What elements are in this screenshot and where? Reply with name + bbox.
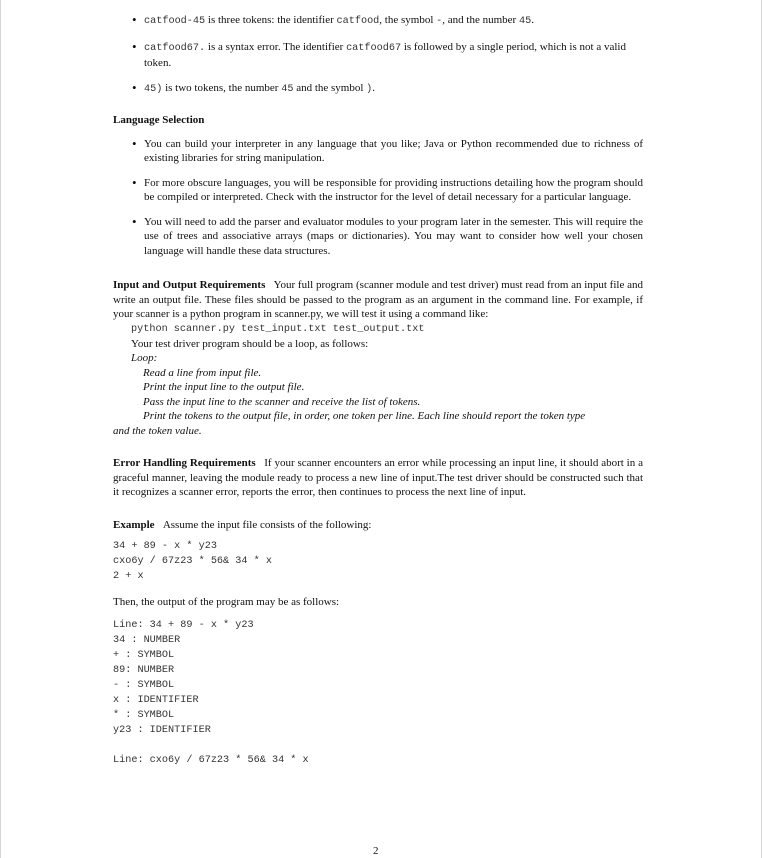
- example-output: [113, 618, 643, 768]
- section-heading: Example: [113, 518, 155, 531]
- language-list: [113, 137, 643, 259]
- example-paragraph: Example Assume the input file consists of the following:: [113, 518, 372, 531]
- section-heading: Input and Output Requirements: [113, 279, 266, 291]
- code-line: * : SYMBOL: [113, 709, 175, 721]
- list-item: • You can build your interpreter in any language that you like; Java or Python recommended due to richness of existing libraries for string manipulation.: [113, 137, 643, 166]
- code-line: cxo6y / 67z23 * 56& 34 * x: [113, 556, 272, 567]
- loop-step: Print the tokens to the output file, in order, one token per line. Each line should report the token type: [143, 410, 586, 422]
- loop-label: Loop:: [131, 352, 158, 364]
- code-line: - : SYMBOL: [113, 679, 175, 691]
- code-line: Line: 34 + 89 - x * y23: [113, 619, 254, 631]
- page-number: 2: [373, 845, 379, 857]
- section-heading: Language Selection: [113, 114, 205, 126]
- code-line: 34 + 89 - x * y23: [113, 541, 217, 552]
- list-item: • catfood-45 is three tokens: the identifier catfood, the symbol -, and the number 45.: [113, 13, 643, 30]
- code-line: Line: cxo6y / 67z23 * 56& 34 * x: [113, 754, 309, 766]
- example-input: [113, 539, 643, 584]
- error-section: [113, 456, 643, 500]
- document-page: [113, 0, 643, 768]
- io-section: [113, 278, 643, 438]
- code-line: y23 : IDENTIFIER: [113, 724, 211, 736]
- command-line: python scanner.py test_input.txt test_output.txt: [131, 323, 425, 335]
- example-then-text: Then, the output of the program may be as follows:: [113, 596, 340, 608]
- code-line: + : SYMBOL: [113, 649, 175, 661]
- token-examples-list: [113, 0, 643, 97]
- list-item: • catfood67. is a syntax error. The identifier catfood67 is followed by a single period, which is not a valid token.: [113, 40, 643, 71]
- language-section: [113, 113, 643, 258]
- code-line: x : IDENTIFIER: [113, 694, 199, 706]
- code-line: 34 : NUMBER: [113, 634, 181, 646]
- loop-step: Pass the input line to the scanner and receive the list of tokens.: [143, 395, 421, 408]
- io-paragraph: Input and Output Requirements Your full program (scanner module and test driver) must read from an input file and write an output file. These files should be passed to the program as an argument in the command line. For example, if your scanner is a python program in scanner.py, we will test it using a command like:: [113, 279, 643, 320]
- page-edge-left: [0, 0, 1, 858]
- code-line: 2 + x: [113, 571, 144, 582]
- example-section: [113, 518, 643, 768]
- driver-text: Your test driver program should be a loop, as follows:: [131, 337, 369, 350]
- error-paragraph: Error Handling Requirements If your scanner encounters an error while processing an input line, it should abort in a graceful manner, leaving the module ready to process a new line of input.The test driver should be constructed such that it recognizes a scanner error, reports the error, then continues to process the next line of input.: [113, 457, 643, 498]
- loop-step-continuation: and the token value.: [113, 424, 202, 437]
- loop-step: Read a line from input file.: [143, 366, 262, 379]
- list-item: • You will need to add the parser and evaluator modules to your program later in the semester. This will require the use of trees and associative arrays (maps or dictionaries). You may want to consider how well your chosen language will handle these data structures.: [113, 215, 643, 259]
- list-item: • For more obscure languages, you will be responsible for providing instructions detailing how the program should be compiled or interpreted. Check with the instructor for the level of detail necessary for a particular language.: [113, 176, 643, 205]
- code-line: 89: NUMBER: [113, 664, 175, 676]
- list-item: • 45) is two tokens, the number 45 and the symbol ).: [113, 81, 643, 98]
- loop-step: Print the input line to the output file.: [143, 381, 305, 393]
- section-heading: Error Handling Requirements: [113, 457, 256, 469]
